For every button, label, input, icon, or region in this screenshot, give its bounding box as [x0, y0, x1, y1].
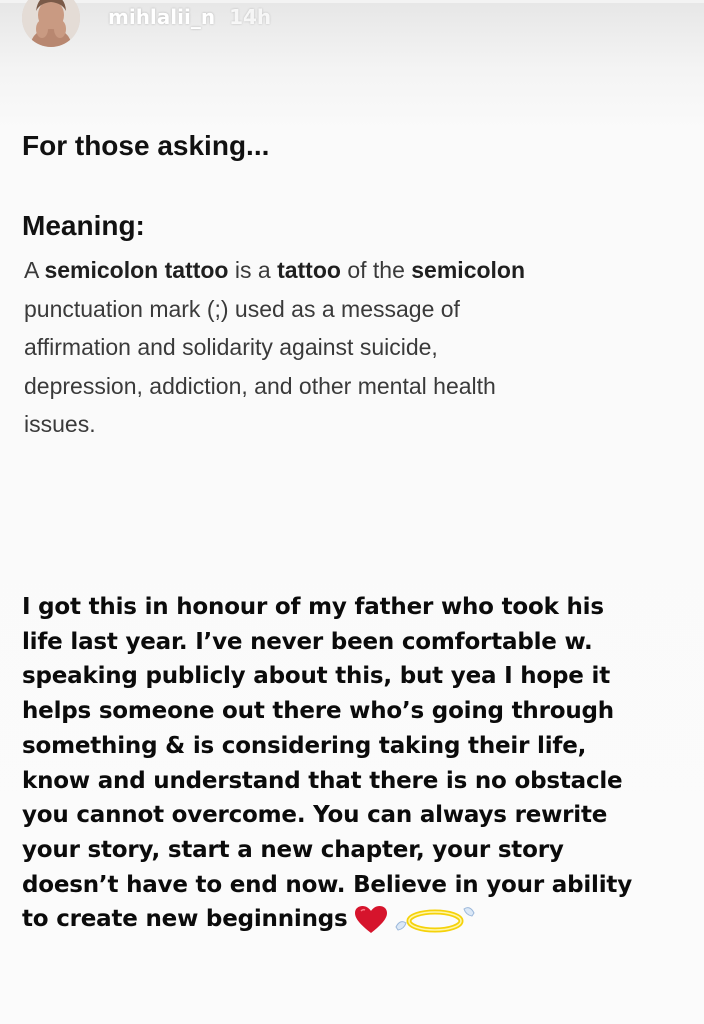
emoji-group [354, 902, 476, 937]
heading-for-those-asking: For those asking... [22, 130, 270, 161]
body-line: you cannot overcome. You can always rewrite [22, 802, 608, 829]
body-line-last [22, 902, 682, 937]
definition-line: depression, addiction, and other mental health [24, 372, 496, 399]
story-timestamp: 14h [229, 5, 272, 29]
story-username[interactable]: mihlalii_n [108, 5, 216, 29]
red-heart-icon [354, 905, 388, 935]
body-line: speaking publicly about this, but yea I hope it [22, 663, 610, 690]
halo-with-wings-icon [394, 903, 476, 937]
body-line: your story, start a new chapter, your story [22, 836, 564, 863]
story-body-text [22, 590, 682, 937]
definition-line: punctuation mark (;) used as a message of [24, 295, 460, 322]
definition-line: affirmation and solidarity against suicide, [24, 334, 438, 360]
body-line: helps someone out there who’s going through [22, 698, 614, 725]
body-line: doesn’t have to end now. Believe in your ability [22, 871, 633, 898]
story-header [22, 0, 271, 50]
definition-line: A semicolon tattoo is a tattoo of the semicolon [24, 257, 526, 283]
definition-text [24, 251, 664, 444]
definition-line: issues. [24, 411, 96, 437]
avatar-image-icon [22, 0, 80, 47]
body-line-text: to create new beginnings [22, 906, 348, 933]
body-line: know and understand that there is no obstacle [22, 767, 623, 794]
body-line: something & is considering taking their life, [22, 732, 587, 759]
body-line: I got this in honour of my father who took his [22, 594, 604, 620]
heading-meaning: Meaning: [22, 210, 145, 241]
body-line: life last year. I’ve never been comfortable w. [22, 628, 593, 655]
profile-avatar[interactable] [22, 0, 80, 47]
